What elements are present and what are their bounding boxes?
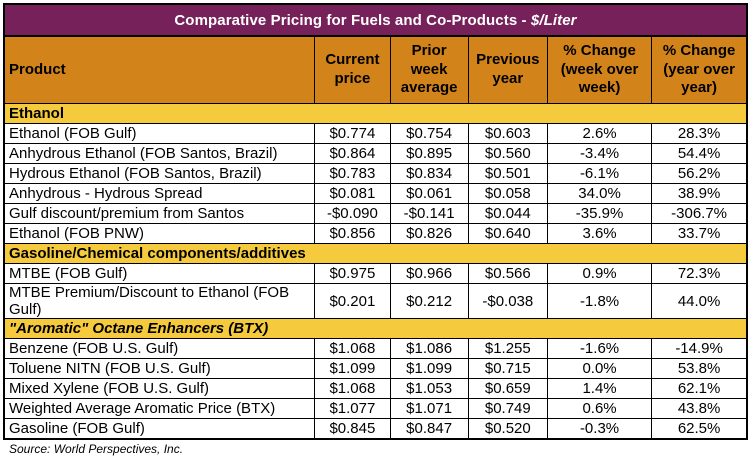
table-row bbox=[4, 264, 747, 284]
prior-week-cell: -$0.141 bbox=[390, 204, 468, 224]
product-cell: Ethanol (FOB PNW) bbox=[4, 224, 315, 244]
prior-week-cell: $1.086 bbox=[390, 339, 468, 359]
prior-week-cell: $0.754 bbox=[390, 124, 468, 144]
table-row bbox=[4, 164, 747, 184]
table-title-unit: $/Liter bbox=[530, 11, 577, 29]
pct-change-yoy-cell: 54.4% bbox=[652, 144, 747, 164]
column-header-current-price: Current price bbox=[315, 36, 390, 104]
current-price-cell: $0.856 bbox=[315, 224, 390, 244]
pct-change-wow-cell: 34.0% bbox=[547, 184, 651, 204]
pct-change-yoy-cell: 62.5% bbox=[652, 419, 747, 440]
pct-change-yoy-cell: 28.3% bbox=[652, 124, 747, 144]
product-cell: Gasoline (FOB Gulf) bbox=[4, 419, 315, 440]
previous-year-cell: -$0.038 bbox=[468, 284, 547, 319]
section-header-ethanol: Ethanol bbox=[4, 104, 747, 124]
product-cell: Anhydrous - Hydrous Spread bbox=[4, 184, 315, 204]
prior-week-cell: $0.966 bbox=[390, 264, 468, 284]
product-cell: Toluene NITN (FOB U.S. Gulf) bbox=[4, 359, 315, 379]
source-note: Source: World Perspectives, Inc. bbox=[9, 442, 184, 456]
previous-year-cell: $0.715 bbox=[468, 359, 547, 379]
previous-year-cell: $1.255 bbox=[468, 339, 547, 359]
column-header-row bbox=[4, 36, 747, 104]
prior-week-cell: $0.847 bbox=[390, 419, 468, 440]
prior-week-cell: $0.826 bbox=[390, 224, 468, 244]
pct-change-yoy-cell: 44.0% bbox=[652, 284, 747, 319]
pct-change-wow-cell: 0.9% bbox=[547, 264, 651, 284]
pct-change-yoy-cell: -14.9% bbox=[652, 339, 747, 359]
table-row bbox=[4, 184, 747, 204]
current-price-cell: $1.068 bbox=[315, 339, 390, 359]
previous-year-cell: $0.566 bbox=[468, 264, 547, 284]
column-header-pct-change-yoy: % Change (year over year) bbox=[652, 36, 747, 104]
column-header-pct-change-wow: % Change (week over week) bbox=[547, 36, 651, 104]
pct-change-yoy-cell: 53.8% bbox=[652, 359, 747, 379]
table-row bbox=[4, 204, 747, 224]
current-price-cell: $0.783 bbox=[315, 164, 390, 184]
column-header-previous-year: Previous year bbox=[468, 36, 547, 104]
current-price-cell: $0.845 bbox=[315, 419, 390, 440]
pct-change-wow-cell: 0.0% bbox=[547, 359, 651, 379]
prior-week-cell: $1.099 bbox=[390, 359, 468, 379]
current-price-cell: $0.864 bbox=[315, 144, 390, 164]
product-cell: Hydrous Ethanol (FOB Santos, Brazil) bbox=[4, 164, 315, 184]
pct-change-wow-cell: -35.9% bbox=[547, 204, 651, 224]
table-row bbox=[4, 419, 747, 440]
table-title bbox=[4, 4, 747, 36]
pct-change-wow-cell: 2.6% bbox=[547, 124, 651, 144]
section-row-ethanol bbox=[4, 104, 747, 124]
pct-change-yoy-cell: 33.7% bbox=[652, 224, 747, 244]
pct-change-yoy-cell: 38.9% bbox=[652, 184, 747, 204]
previous-year-cell: $0.749 bbox=[468, 399, 547, 419]
product-cell: Gulf discount/premium from Santos bbox=[4, 204, 315, 224]
table-row bbox=[4, 379, 747, 399]
table-title-text: Comparative Pricing for Fuels and Co-Products - bbox=[174, 11, 531, 29]
prior-week-cell: $0.834 bbox=[390, 164, 468, 184]
product-cell: MTBE (FOB Gulf) bbox=[4, 264, 315, 284]
previous-year-cell: $0.501 bbox=[468, 164, 547, 184]
prior-week-cell: $0.212 bbox=[390, 284, 468, 319]
previous-year-cell: $0.640 bbox=[468, 224, 547, 244]
pct-change-yoy-cell: 62.1% bbox=[652, 379, 747, 399]
table-row bbox=[4, 144, 747, 164]
current-price-cell: $1.099 bbox=[315, 359, 390, 379]
prior-week-cell: $1.053 bbox=[390, 379, 468, 399]
table-row bbox=[4, 224, 747, 244]
section-header-gasoline: Gasoline/Chemical components/additives bbox=[4, 244, 747, 264]
current-price-cell: $1.077 bbox=[315, 399, 390, 419]
title-row bbox=[4, 4, 747, 36]
table-row bbox=[4, 124, 747, 144]
section-header-aromatic: "Aromatic" Octane Enhancers (BTX) bbox=[4, 319, 747, 339]
previous-year-cell: $0.659 bbox=[468, 379, 547, 399]
pct-change-yoy-cell: -306.7% bbox=[652, 204, 747, 224]
current-price-cell: $1.068 bbox=[315, 379, 390, 399]
product-cell: MTBE Premium/Discount to Ethanol (FOB Gulf) bbox=[4, 284, 315, 319]
pct-change-wow-cell: -0.3% bbox=[547, 419, 651, 440]
pct-change-wow-cell: -3.4% bbox=[547, 144, 651, 164]
column-header-prior-week-average: Prior week average bbox=[390, 36, 468, 104]
pct-change-yoy-cell: 43.8% bbox=[652, 399, 747, 419]
current-price-cell: $0.081 bbox=[315, 184, 390, 204]
section-row-gasoline bbox=[4, 244, 747, 264]
product-cell: Weighted Average Aromatic Price (BTX) bbox=[4, 399, 315, 419]
table-row bbox=[4, 284, 747, 319]
prior-week-cell: $1.071 bbox=[390, 399, 468, 419]
current-price-cell: $0.774 bbox=[315, 124, 390, 144]
product-cell: Anhydrous Ethanol (FOB Santos, Brazil) bbox=[4, 144, 315, 164]
current-price-cell: $0.975 bbox=[315, 264, 390, 284]
product-cell: Mixed Xylene (FOB U.S. Gulf) bbox=[4, 379, 315, 399]
current-price-cell: -$0.090 bbox=[315, 204, 390, 224]
column-header-product: Product bbox=[4, 36, 315, 104]
pct-change-yoy-cell: 56.2% bbox=[652, 164, 747, 184]
table-row bbox=[4, 339, 747, 359]
prior-week-cell: $0.895 bbox=[390, 144, 468, 164]
table-row bbox=[4, 399, 747, 419]
product-cell: Ethanol (FOB Gulf) bbox=[4, 124, 315, 144]
previous-year-cell: $0.560 bbox=[468, 144, 547, 164]
pct-change-wow-cell: 0.6% bbox=[547, 399, 651, 419]
pct-change-wow-cell: -1.8% bbox=[547, 284, 651, 319]
previous-year-cell: $0.603 bbox=[468, 124, 547, 144]
pct-change-yoy-cell: 72.3% bbox=[652, 264, 747, 284]
table-row bbox=[4, 359, 747, 379]
product-cell: Benzene (FOB U.S. Gulf) bbox=[4, 339, 315, 359]
prior-week-cell: $0.061 bbox=[390, 184, 468, 204]
pct-change-wow-cell: -6.1% bbox=[547, 164, 651, 184]
pct-change-wow-cell: -1.6% bbox=[547, 339, 651, 359]
previous-year-cell: $0.044 bbox=[468, 204, 547, 224]
previous-year-cell: $0.520 bbox=[468, 419, 547, 440]
section-row-aromatic bbox=[4, 319, 747, 339]
current-price-cell: $0.201 bbox=[315, 284, 390, 319]
previous-year-cell: $0.058 bbox=[468, 184, 547, 204]
pct-change-wow-cell: 1.4% bbox=[547, 379, 651, 399]
pct-change-wow-cell: 3.6% bbox=[547, 224, 651, 244]
pricing-table bbox=[3, 3, 748, 440]
